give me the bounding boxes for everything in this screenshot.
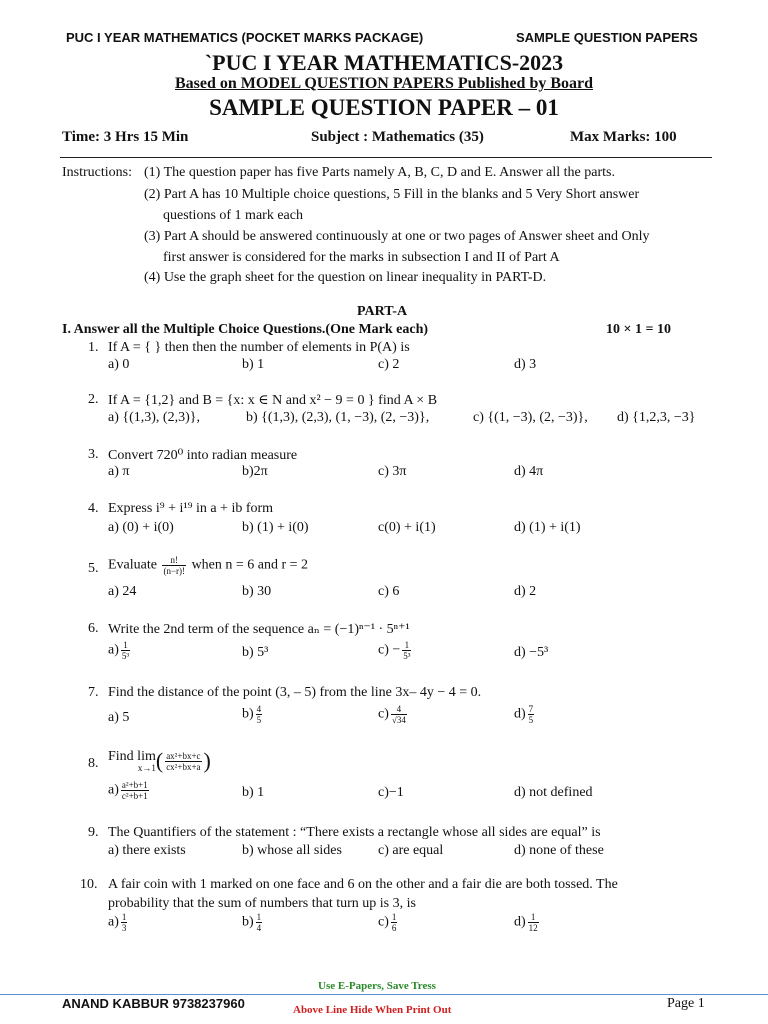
q1-option-d: d) 3	[514, 357, 537, 372]
q8-option-c: c)−1	[378, 785, 404, 800]
q9-option-c: c) are equal	[378, 843, 444, 858]
q2-number: 2.	[88, 392, 99, 407]
q6-a-fraction	[121, 640, 130, 661]
footer-author: ANAND KABBUR 9738237960	[62, 996, 245, 1011]
q10-option-c	[378, 912, 399, 933]
q2-option-c: c) {(1, −3), (2, −3)},	[473, 410, 588, 425]
q5-fraction	[162, 555, 186, 576]
q4-option-c: c(0) + i(1)	[378, 520, 436, 535]
q2-option-d: d) {1,2,3, −3}	[617, 410, 696, 425]
q7-d-den: 5	[528, 715, 534, 725]
q10-a-num: 1	[121, 912, 127, 922]
q9-stem: The Quantifiers of the statement : “There exists a rectangle whose all sides are equal” is	[108, 825, 601, 840]
footer-rule	[0, 994, 768, 995]
q3-option-a: a) π	[108, 464, 130, 479]
q6-c-num: 1	[402, 640, 411, 651]
q7-option-c	[378, 704, 409, 725]
q7-option-a: a) 5	[108, 710, 130, 725]
instructions-label: Instructions:	[62, 165, 132, 180]
q8-stem	[108, 748, 211, 774]
q8-limit	[108, 750, 156, 773]
q10-d-label: d)	[514, 914, 526, 930]
q10-option-a	[108, 912, 129, 933]
q10-c-label: c)	[378, 914, 389, 930]
q3-number: 3.	[88, 447, 99, 462]
q5-number: 5.	[88, 561, 99, 576]
instruction-3: (3) Part A should be answered continuously at one or two pages of Answer sheet and Only	[144, 229, 650, 244]
time-label: Time: 3 Hrs 15 Min	[62, 129, 189, 145]
part-title: PART-A	[357, 304, 408, 319]
q7-c-fraction	[391, 704, 407, 725]
instruction-4: (4) Use the graph sheet for the question on linear inequality in PART-D.	[144, 270, 547, 285]
q1-stem: If A = { } then then the number of elements in P(A) is	[108, 340, 410, 355]
max-marks-label: Max Marks: 100	[570, 129, 677, 145]
q5-option-a: a) 24	[108, 584, 137, 599]
q7-c-den: √34	[391, 715, 406, 725]
q6-option-d: d) −5³	[514, 645, 549, 660]
q6-option-c	[378, 640, 413, 661]
q10-stem-line2: probability that the sum of numbers that turn up is 3, is	[108, 896, 416, 911]
section-marks: 10 × 1 = 10	[606, 322, 671, 337]
section-heading: I. Answer all the Multiple Choice Questions.(One Mark each)	[62, 322, 429, 337]
q6-option-a	[108, 640, 132, 661]
q6-number: 6.	[88, 621, 99, 636]
q4-option-b: b) (1) + i(0)	[242, 520, 309, 535]
subject-label: Subject : Mathematics (35)	[311, 129, 484, 145]
footer-print-note: Above Line Hide When Print Out	[293, 1004, 452, 1016]
q7-b-num: 4	[256, 704, 262, 714]
q3-option-c: c) 3π	[378, 464, 407, 479]
q10-c-den: 6	[391, 923, 397, 933]
q9-option-b: b) whose all sides	[242, 843, 342, 858]
q10-c-fraction	[391, 912, 398, 933]
q8-lim-sub: x→1	[137, 762, 156, 773]
q1-option-a: a) 0	[108, 357, 130, 372]
q10-d-num: 1	[528, 912, 539, 923]
q8-a-label: a)	[108, 782, 119, 798]
q3-stem: Convert 720⁰ into radian measure	[108, 448, 298, 463]
q5-option-c: c) 6	[378, 584, 400, 599]
q10-a-fraction	[121, 912, 128, 933]
q9-option-d: d) none of these	[514, 843, 604, 858]
q1-option-c: c) 2	[378, 357, 400, 372]
instruction-1: (1) The question paper has five Parts namely A, B, C, D and E. Answer all the parts.	[144, 165, 615, 180]
q8-a-fraction	[121, 780, 149, 801]
q9-number: 9.	[88, 825, 99, 840]
q8-frac-den: cx²+bx+a	[166, 761, 201, 772]
subtitle: Based on MODEL QUESTION PAPERS Published by Board	[174, 75, 594, 92]
q8-number: 8.	[88, 756, 99, 771]
q6-a-num: 1	[121, 640, 130, 651]
q7-d-label: d)	[514, 706, 526, 722]
q8-a-den: c²+b+1	[121, 791, 148, 801]
q10-d-den: 12	[528, 923, 538, 933]
q7-b-label: b)	[242, 706, 254, 722]
q7-d-num: 7	[528, 704, 534, 714]
q7-c-num: 4	[391, 704, 407, 715]
q2-option-a: a) {(1,3), (2,3)},	[108, 410, 200, 425]
q2-option-b: b) {(1,3), (2,3), (1, −3), (2, −3)},	[246, 410, 430, 425]
q3-option-b: b)2π	[242, 464, 268, 479]
header-left: PUC I YEAR MATHEMATICS (POCKET MARKS PACKAGE)	[66, 30, 424, 45]
q7-option-d	[514, 704, 536, 725]
q8-open-paren: (	[155, 748, 164, 773]
header-right: SAMPLE QUESTION PAPERS	[516, 30, 698, 45]
q7-stem: Find the distance of the point (3, – 5) from the line 3x– 4y − 4 = 0.	[108, 685, 482, 700]
q6-a-den: 5³	[121, 651, 130, 661]
q6-stem: Write the 2nd term of the sequence aₙ = (−1)ⁿ⁻¹ · 5ⁿ⁺¹	[108, 622, 410, 637]
footer-slogan: Use E-Papers, Save Tress	[318, 980, 436, 992]
q1-number: 1.	[88, 340, 99, 355]
q5-frac-den: (n−r)!	[163, 566, 186, 576]
q8-option-a	[108, 780, 151, 801]
q10-a-den: 3	[121, 923, 127, 933]
q7-number: 7.	[88, 685, 99, 700]
q10-b-label: b)	[242, 914, 254, 930]
q10-c-num: 1	[391, 912, 397, 922]
q5-stem-post: when n = 6 and r = 2	[191, 557, 309, 573]
q5-option-d: d) 2	[514, 584, 537, 599]
q4-option-d: d) (1) + i(1)	[514, 520, 581, 535]
q10-b-fraction	[256, 912, 263, 933]
q8-option-b: b) 1	[242, 785, 265, 800]
q4-stem: Express i⁹ + i¹⁹ in a + ib form	[108, 501, 274, 516]
q1-option-b: b) 1	[242, 357, 265, 372]
q10-stem-line1: A fair coin with 1 marked on one face and 6 on the other and a fair die are both tossed. The	[108, 877, 618, 892]
instruction-3-cont: first answer is considered for the marks in subsection I and II of Part A	[163, 250, 560, 265]
instruction-2: (2) Part A has 10 Multiple choice questions, 5 Fill in the blanks and 5 Very Short answer	[144, 187, 640, 202]
q10-number: 10.	[80, 877, 98, 892]
q2-stem: If A = {1,2} and B = {x: x ∈ N and x² − 9 = 0 } find A × B	[108, 393, 438, 408]
q6-option-b: b) 5³	[242, 645, 269, 660]
q10-option-b	[242, 912, 264, 933]
q8-a-num: a²+b+1	[121, 780, 148, 790]
q8-lim-text: Find lim	[108, 748, 156, 764]
q5-stem-pre: Evaluate	[108, 557, 157, 573]
instruction-2-cont: questions of 1 mark each	[163, 208, 303, 223]
q8-close-paren: )	[203, 748, 211, 773]
q6-a-label: a)	[108, 642, 119, 658]
q9-option-a: a) there exists	[108, 843, 186, 858]
main-title: `PUC I YEAR MATHEMATICS-2023	[204, 50, 564, 75]
q6-c-label: c) −	[378, 642, 401, 658]
q6-c-den: 5³	[403, 651, 411, 661]
q7-b-fraction	[256, 704, 263, 725]
q10-d-fraction	[528, 912, 539, 933]
q8-option-d: d) not defined	[514, 785, 593, 800]
q10-b-num: 1	[256, 912, 262, 922]
paper-title: SAMPLE QUESTION PAPER – 01	[209, 95, 559, 120]
q7-d-fraction	[528, 704, 535, 725]
q7-option-b	[242, 704, 264, 725]
q8-frac-num: ax²+bx+c	[166, 750, 201, 761]
footer-page-number: Page 1	[667, 996, 705, 1011]
q4-number: 4.	[88, 501, 99, 516]
q10-b-den: 4	[256, 923, 262, 933]
q5-frac-num: n!	[162, 555, 186, 566]
q10-a-label: a)	[108, 914, 119, 930]
q5-option-b: b) 30	[242, 584, 272, 599]
q10-option-d	[514, 912, 541, 933]
q4-option-a: a) (0) + i(0)	[108, 520, 174, 535]
q7-b-den: 5	[256, 715, 262, 725]
q6-c-fraction	[402, 640, 411, 661]
q5-stem	[108, 555, 308, 576]
q3-option-d: d) 4π	[514, 464, 544, 479]
header-rule	[60, 157, 712, 158]
q8-fraction	[165, 751, 201, 772]
q7-c-label: c)	[378, 706, 389, 722]
